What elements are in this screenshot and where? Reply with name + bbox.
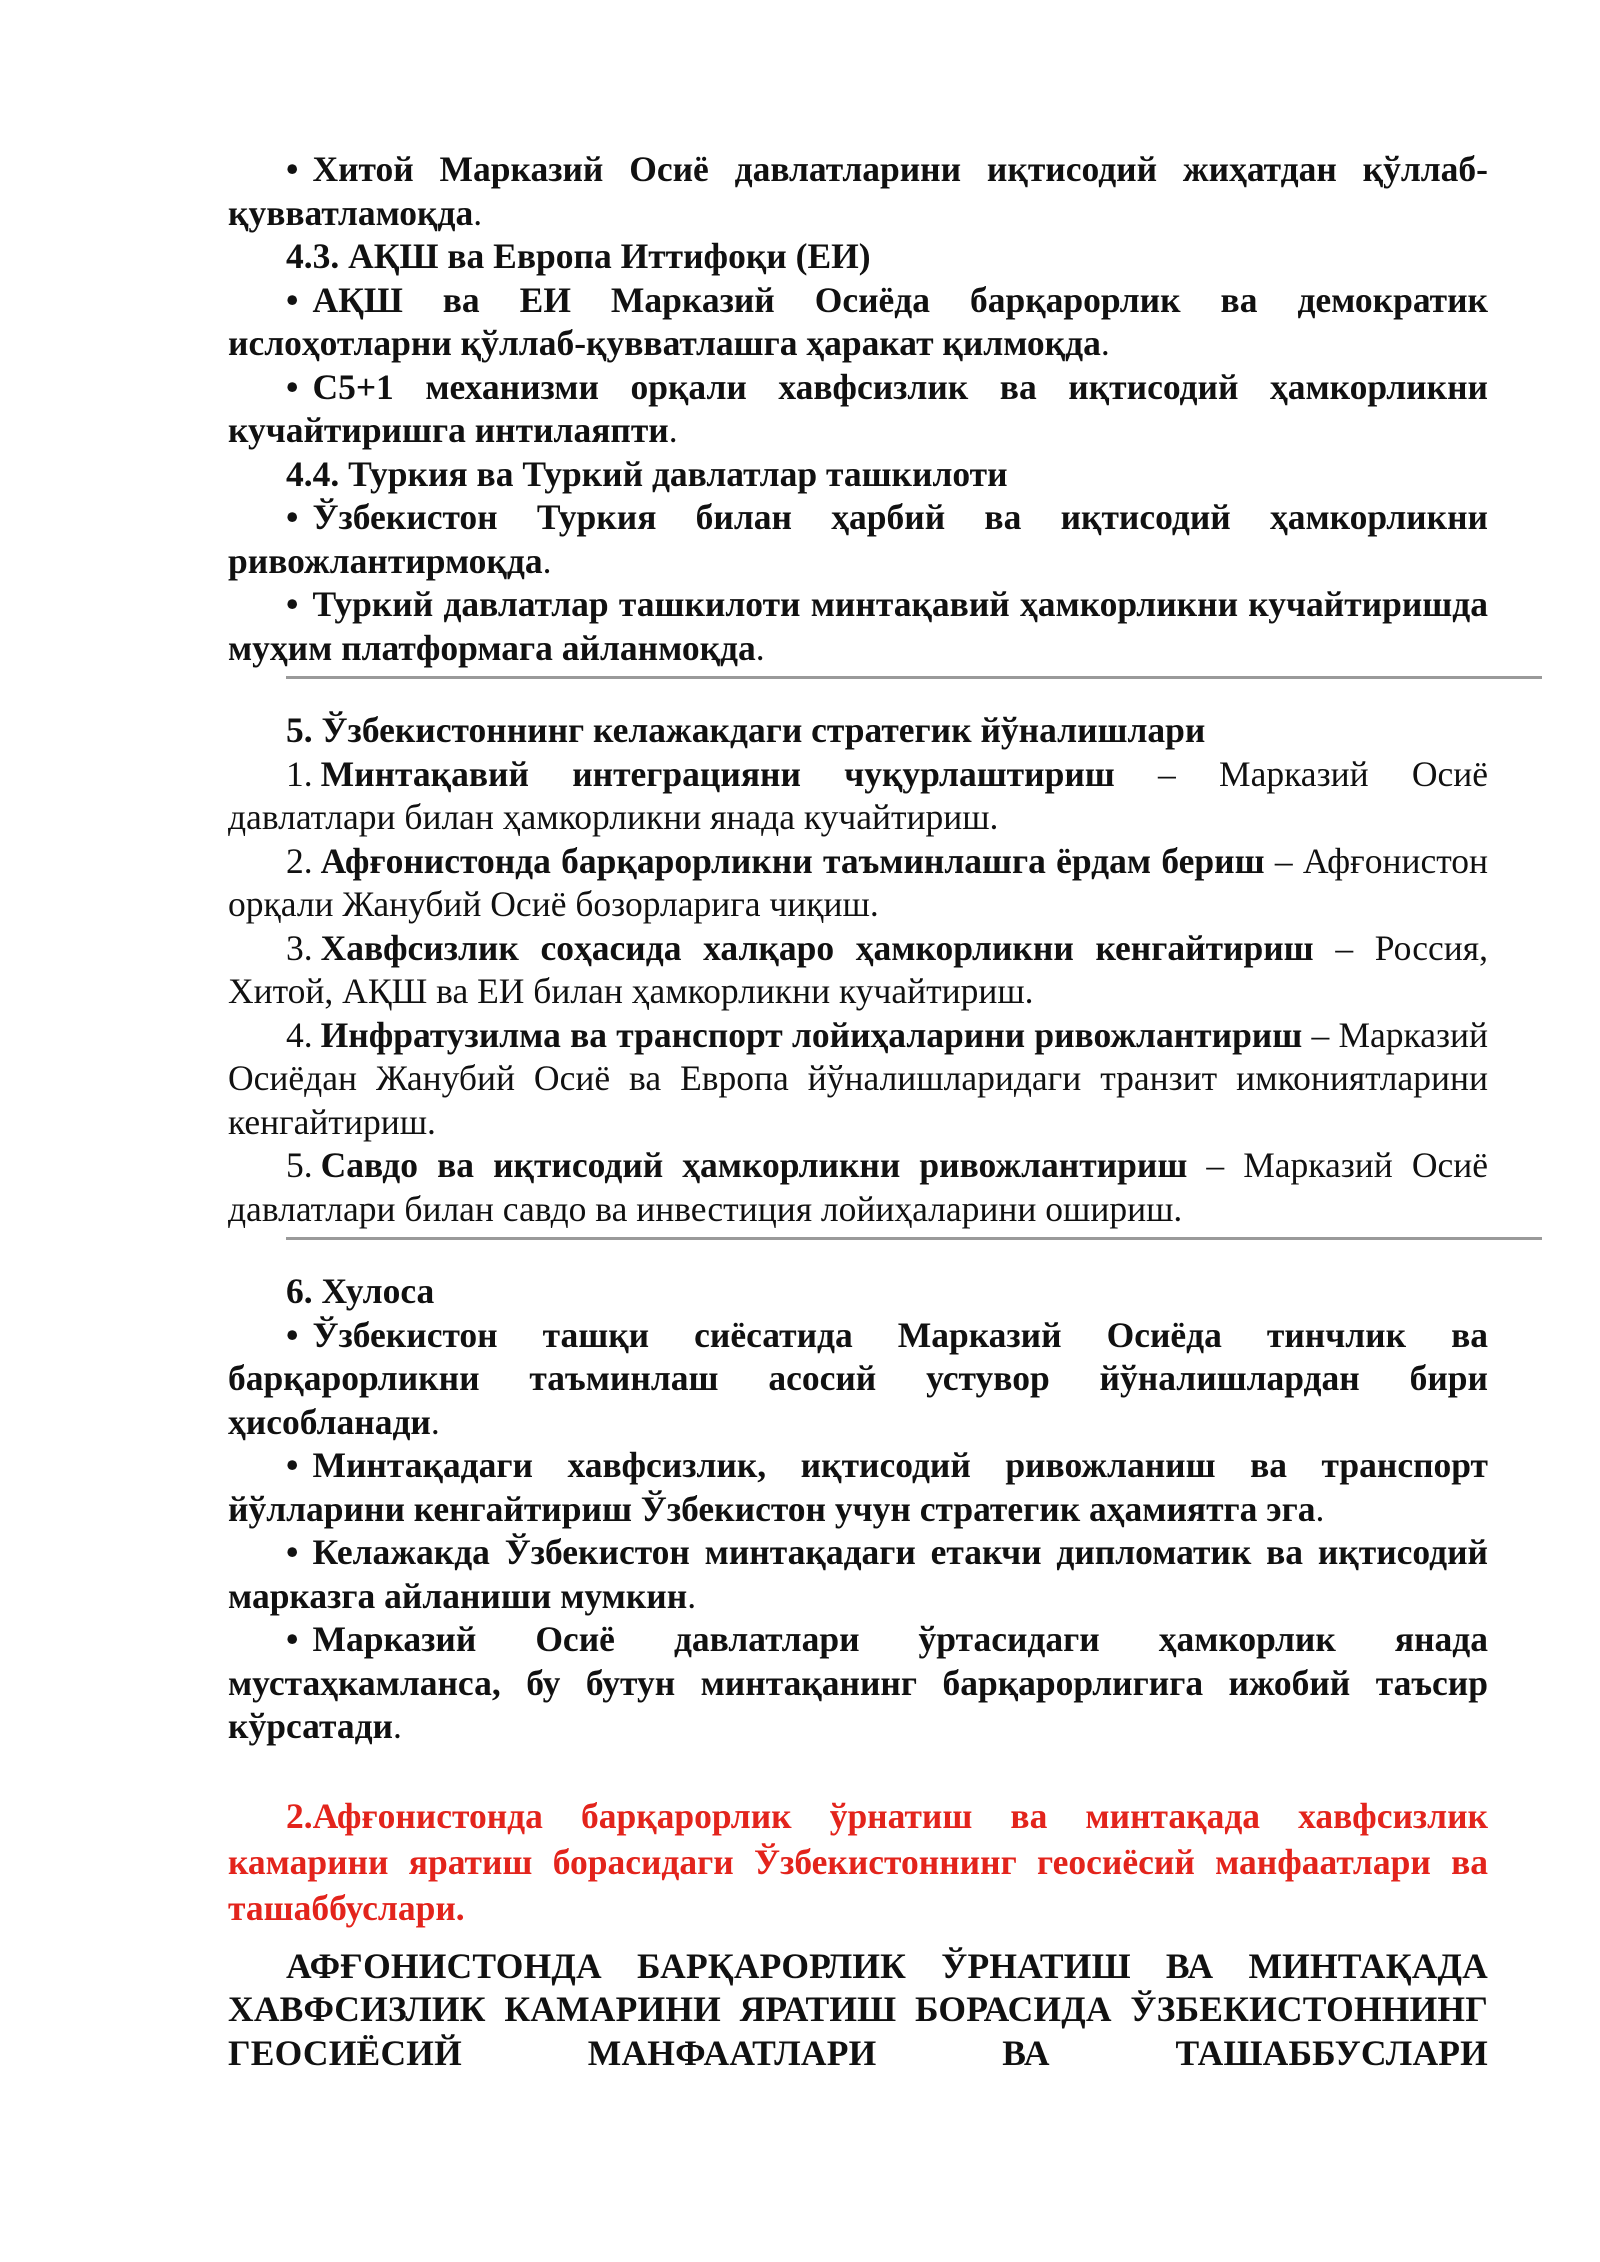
item-number: 4.	[286, 1014, 313, 1055]
bullet-dot-icon: •	[286, 279, 299, 320]
item-rest-text: – Афғонистон орқали Жанубий Осиё бозорларига чиқиш.	[228, 840, 1488, 924]
bullet-bold-text: Ўзбекистон ташқи сиёсатида Марказий Осиёда тинчлик ва барқарорликни таъминлаш асосий устувор йўналишлардан бири ҳисобланади	[228, 1314, 1488, 1442]
bullet-dot-icon: •	[286, 1532, 299, 1572]
horizontal-divider	[286, 676, 1542, 679]
bullet-tail: .	[473, 192, 483, 233]
bullet-tail: .	[542, 540, 552, 581]
numbered-item	[228, 1014, 1488, 1145]
bullet-tail: .	[668, 410, 678, 450]
bullet-tail: .	[1100, 323, 1110, 363]
bullet-dot-icon: •	[286, 497, 299, 537]
bullet-dot-icon: •	[286, 1314, 299, 1355]
bullet-tail: .	[687, 1575, 697, 1616]
item-number: 1.	[286, 753, 313, 794]
item-number: 3.	[286, 927, 313, 968]
item-number: 2.	[286, 840, 313, 881]
item-rest-text: – Марказий Осиё давлатлари билан ҳамкорликни янада кучайтириш.	[228, 753, 1488, 837]
bullet-bold-text: Хитой Марказий Осиё давлатларини иқтисодий жиҳатдан қўллаб-қувватламоқда	[228, 149, 1488, 233]
subheading-4-3: 4.3. АҚШ ва Европа Иттифоқи (ЕИ)	[286, 236, 871, 276]
uppercase-title: АФҒОНИСТОНДА БАРҚАРОРЛИК ЎРНАТИШ ВА МИНТАҚАДА ХАВФСИЗЛИК КАМАРИНИ ЯРАТИШ БОРАСИДА ЎЗБЕКИСТОННИНГ ГЕОСИЁСИЙ МАНФААТЛАРИ ВА ТАШАББУСЛАРИ	[228, 1945, 1488, 2073]
item-number: 5.	[286, 1145, 313, 1185]
bullet-dot-icon: •	[286, 149, 299, 189]
item-rest-text: – Марказий Осиё давлатлари билан савдо ва инвестиция лойиҳаларини ошириш.	[228, 1145, 1488, 1229]
bullet-bold-text: Ўзбекистон Туркия билан ҳарбий ва иқтисодий ҳамкорликни ривожлантирмоқда	[228, 497, 1488, 581]
bullet-item	[228, 279, 1488, 366]
bullet-dot-icon: •	[286, 1619, 299, 1659]
bullet-tail: .	[393, 1706, 402, 1746]
bullet-item	[228, 1314, 1488, 1445]
item-rest-text: – Марказий Осиёдан Жанубий Осиё ва Европа йўналишларидаги транзит имкониятларини кенгайтириш.	[228, 1014, 1488, 1142]
numbered-item	[228, 1144, 1488, 1231]
section-5-heading: 5. Ўзбекистоннинг келажакдаги стратегик йўналишлари	[286, 710, 1206, 750]
item-bold-text: Савдо ва иқтисодий ҳамкорликни ривожлантириш	[320, 1145, 1188, 1185]
bullet-item	[228, 1618, 1488, 1749]
section-6-heading: 6. Хулоса	[286, 1271, 435, 1311]
item-bold-text: Минтақавий интеграцияни чуқурлаштириш	[320, 753, 1115, 794]
item-rest-text: – Россия, Хитой, АҚШ ва ЕИ билан ҳамкорликни кучайтириш.	[228, 927, 1488, 1011]
bullet-bold-text: Марказий Осиё давлатлари ўртасидаги ҳамкорлик янада мустаҳкамланса, бу бутун минтақанинг барқарорлигига ижобий таъсир кўрсатади	[228, 1619, 1488, 1746]
bullet-tail: .	[755, 627, 765, 668]
item-bold-text: Афғонистонда барқарорликни таъминлашга ёрдам бериш	[320, 840, 1265, 881]
bullet-tail: .	[1315, 1488, 1325, 1529]
bullet-item	[228, 148, 1488, 235]
item-bold-text: Хавфсизлик соҳасида халқаро ҳамкорликни кенгайтириш	[320, 927, 1314, 968]
red-section-heading: 2.Афғонистонда барқарорлик ўрнатиш ва минтақада хавфсизлик камарини яратиш борасидаги Ўзбекистоннинг геосиёсий манфаатлари ва ташаббуслари.	[228, 1795, 1488, 1928]
numbered-item	[228, 840, 1488, 927]
bullet-bold-text: Келажакда Ўзбекистон минтақадаги етакчи дипломатик ва иқтисодий марказга айланиши мумкин	[228, 1532, 1488, 1616]
bullet-item	[228, 496, 1488, 583]
bullet-item	[228, 1531, 1488, 1618]
bullet-bold-text: Туркий давлатлар ташкилоти минтақавий ҳамкорликни кучайтиришда муҳим платформага айланмоқда	[228, 584, 1488, 668]
numbered-item	[228, 927, 1488, 1014]
bullet-dot-icon: •	[286, 366, 299, 407]
subheading-4-4: 4.4. Туркия ва Туркий давлатлар ташкилоти	[286, 453, 1008, 494]
bullet-dot-icon: •	[286, 584, 299, 624]
horizontal-divider	[286, 1237, 1542, 1240]
bullet-bold-text: C5+1 механизми орқали хавфсизлик ва иқтисодий ҳамкорликни кучайтиришга интилаяпти	[228, 366, 1488, 450]
bullet-tail: .	[430, 1401, 440, 1442]
document-page	[228, 148, 1488, 2119]
bullet-bold-text: Минтақадаги хавфсизлик, иқтисодий ривожланиш ва транспорт йўлларини кенгайтириш Ўзбекистон учун стратегик аҳамиятга эга	[228, 1445, 1488, 1529]
bullet-bold-text: АҚШ ва ЕИ Марказий Осиёда барқарорлик ва демократик ислоҳотларни қўллаб-қувватлашга ҳаракат қилмоқда	[228, 279, 1488, 363]
numbered-item	[228, 753, 1488, 840]
item-bold-text: Инфратузилма ва транспорт лойиҳаларини ривожлантириш	[320, 1014, 1303, 1055]
bullet-item	[228, 583, 1488, 670]
bullet-dot-icon: •	[286, 1445, 299, 1485]
bullet-item	[228, 366, 1488, 453]
bullet-item	[228, 1444, 1488, 1531]
